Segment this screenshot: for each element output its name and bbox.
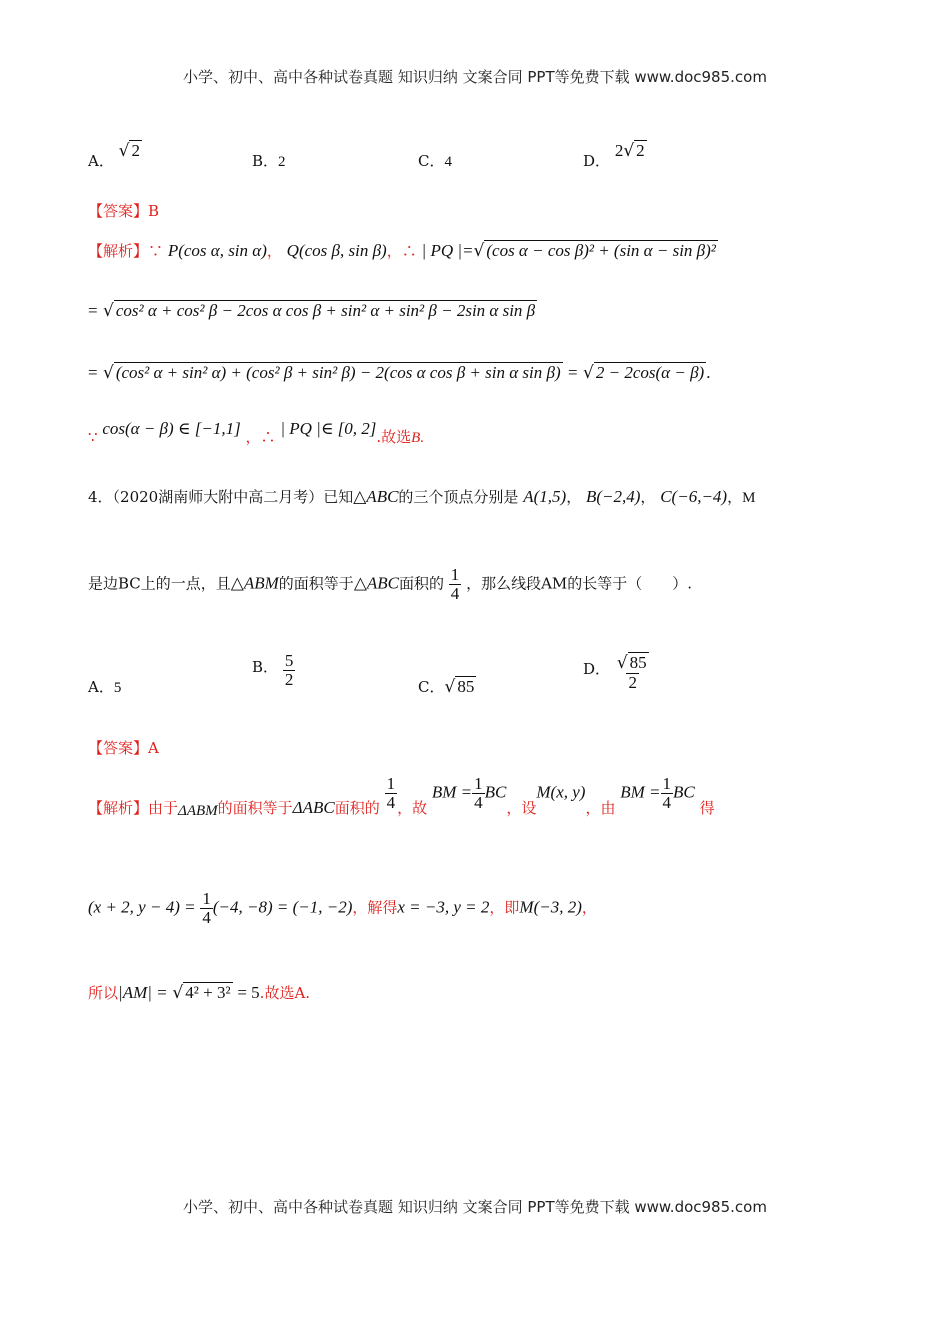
q4-explanation-line2: (x + 2, y − 4) = $\frac{1}{4}$ (−4, −8) = (−1, −2)，解得x = −3, y = 2，即M(−3, 2)， <box>88 889 597 927</box>
option-a <box>88 141 142 171</box>
q3-explanation-line1: 【解析】∵ P(cos α, sin α)， Q(cos β, sin β)，∴ | PQ |=√ (cos α − cos β)² + (sin α − sin β)² <box>88 241 716 261</box>
option-d-value: 2√ 2 <box>614 141 645 161</box>
q3-explanation-line4: ∵ cos(α − β) ∈ [−1,1] ，∴ | PQ |∈ [0, 2].故选B. <box>88 419 425 446</box>
option-d: D． 2√ 2 <box>583 141 645 170</box>
q4-explanation-line1: 【解析】由于ΔABM的面积等于ΔABC面积的 $\frac{1}{4}$ ，故 BM = $\frac{1}{4}$ BC，设M(x, y)，由 BM = $\frac{1}{4}$ BC 得 <box>88 774 715 820</box>
q4-option-c: C．√ 85 <box>418 677 475 697</box>
option-b: B．2 <box>252 152 286 170</box>
q3-explanation-line3: = √ (cos² α + sin² α) + (cos² β + sin² β) − 2(cos α cos β + sin α sin β) = √ 2 − 2cos(α − β) . <box>88 363 711 383</box>
q3-explanation-line2: = √ cos² α + cos² β − 2cos α cos β + sin² α + sin² β − 2sin α sin β <box>88 301 536 321</box>
q4-option-d: D． $\frac{√ 85}{2}$ <box>583 653 647 692</box>
option-a-label: A． <box>88 152 114 170</box>
q4-stem-line1: 4．（2020湖南师大附中高二月考）已知△ABC的三个顶点分别是 A(1,5)， B(−2,4)， C(−6,−4)，M <box>88 487 756 506</box>
fraction-one-quarter: $\frac{1}{4}$ <box>450 565 460 603</box>
page-footer: 小学、初中、高中各种试卷真题 知识归纳 文案合同 PPT等免费下载 www.doc985.com <box>183 1198 767 1216</box>
q4-option-a: A．5 <box>88 678 122 696</box>
option-c: C．4 <box>418 152 452 170</box>
q3-answer: 【答案】B <box>88 202 160 220</box>
q4-answer: 【答案】A <box>88 739 159 757</box>
option-a-value: √ 2 <box>118 141 140 161</box>
q4-option-b: B． $\frac{5}{2}$ <box>252 651 294 689</box>
q4-explanation-line3: 所以|AM| = √ 4² + 3² = 5.故选A. <box>88 983 311 1003</box>
page-header: 小学、初中、高中各种试卷真题 知识归纳 文案合同 PPT等免费下载 www.doc985.com <box>183 68 767 86</box>
q4-stem-line2: 是边BC上的一点，且△ABM的面积等于△ABC面积的 $\frac{1}{4}$ ，那么线段AM的长等于（ ）. <box>88 565 693 603</box>
